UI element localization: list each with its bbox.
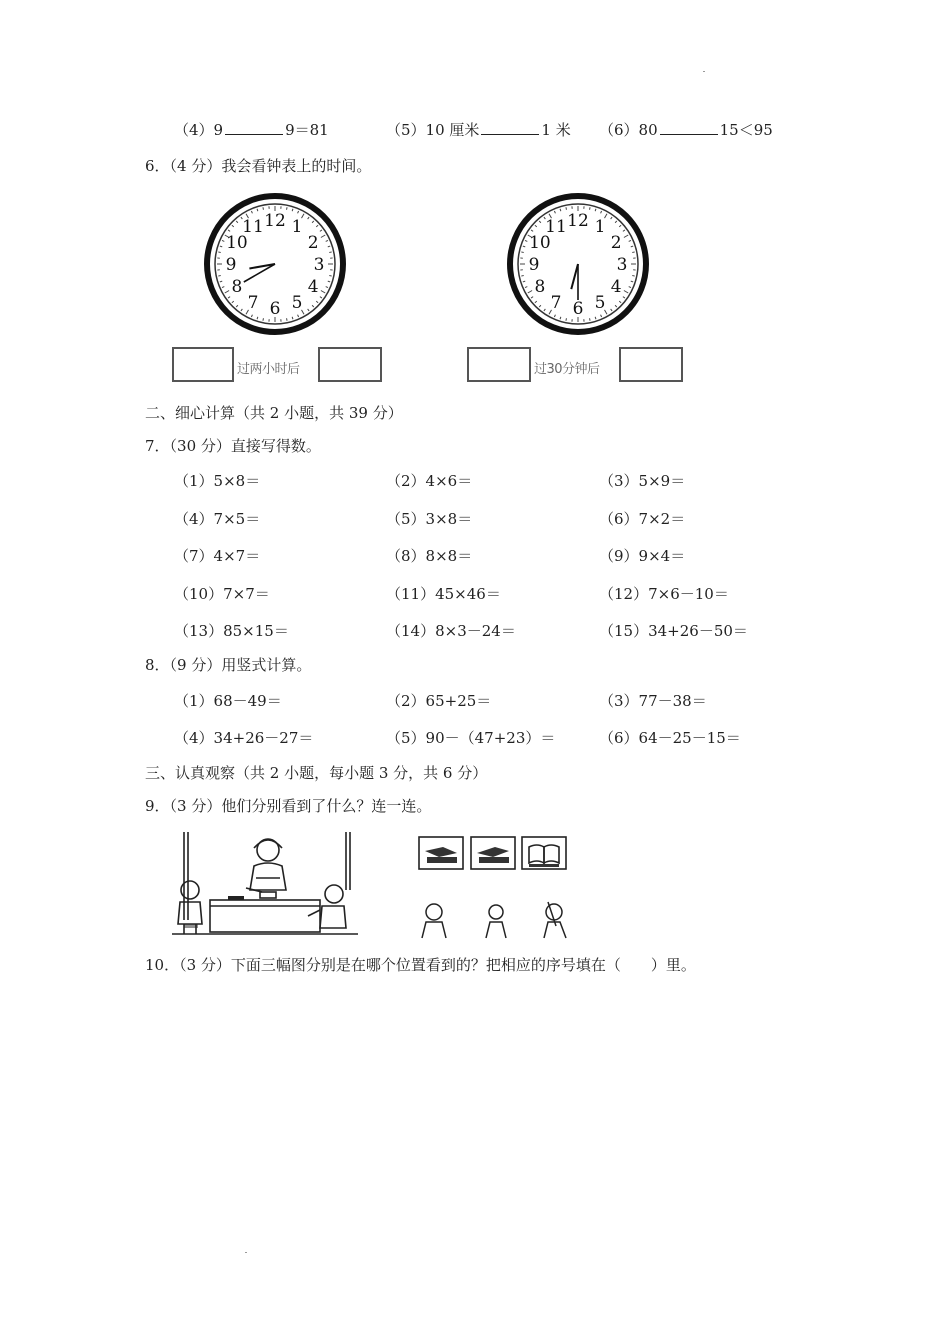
question-7-title: 7．（30 分）直接写得数。 xyxy=(145,437,321,455)
clock-tick xyxy=(287,207,288,209)
clock-number: 9 xyxy=(225,255,237,275)
question-6-title: 6．（4 分）我会看钟表上的时间。 xyxy=(145,157,372,175)
clock-number: 8 xyxy=(231,277,243,297)
calc-item: （8）8×8＝ xyxy=(386,547,473,565)
clock-number: 11 xyxy=(545,216,567,237)
clock-tick xyxy=(521,252,523,253)
clock-number: 5 xyxy=(594,293,606,314)
clock-tick xyxy=(590,207,591,209)
clock-number: 12 xyxy=(567,211,589,231)
q7-row-1 xyxy=(174,470,814,492)
answer-box-clock2-after[interactable] xyxy=(619,347,683,382)
answer-box-clock2-before[interactable] xyxy=(467,347,531,382)
calc-item: （4）7×5＝ xyxy=(174,510,261,528)
kids-figures xyxy=(414,900,574,940)
view-pictures xyxy=(417,835,569,873)
calc-item: （2）4×6＝ xyxy=(386,472,473,490)
clock-tick xyxy=(329,252,331,253)
clock-number: 2 xyxy=(610,233,622,253)
fill-item-5: （5）10 厘米 1 米 xyxy=(386,121,571,139)
calc-item: （2）65+25＝ xyxy=(386,692,492,710)
fill-item-4: （4）9 9＝81 xyxy=(174,121,329,139)
clock-tick xyxy=(632,276,634,277)
classroom-illustration xyxy=(170,828,362,938)
calc-item: （13）85×15＝ xyxy=(174,622,289,640)
calc-item: （6）7×2＝ xyxy=(599,510,686,528)
section-2-heading: 二、细心计算（共 2 小题，共 39 分） xyxy=(145,404,403,422)
clock-tick xyxy=(590,318,591,320)
calc-item: （10）7×7＝ xyxy=(174,585,270,603)
scan-speck xyxy=(703,71,705,72)
clock-tick xyxy=(218,252,220,253)
calc-item: （9）9×4＝ xyxy=(599,547,686,565)
q7-row-5 xyxy=(174,620,814,642)
clock-number: 1 xyxy=(594,216,606,237)
calc-item: （12）7×6－10＝ xyxy=(599,585,729,603)
calc-item: （6）64－25－15＝ xyxy=(599,729,741,747)
calc-item: （1）68－49＝ xyxy=(174,692,282,710)
clock-number: 3 xyxy=(616,255,628,275)
calc-item: （11）45×46＝ xyxy=(386,585,501,603)
q7-row-3 xyxy=(174,545,814,567)
q7-row-2 xyxy=(174,508,814,530)
section-3-heading: 三、认真观察（共 2 小题，每小题 3 分，共 6 分） xyxy=(145,764,488,782)
clock-tick xyxy=(218,276,220,277)
clock-number: 4 xyxy=(610,277,622,297)
calc-item: （3）5×9＝ xyxy=(599,472,686,490)
clock-number: 10 xyxy=(226,233,248,253)
clock-number: 8 xyxy=(534,277,546,297)
fill-item-6: （6）80 15＜95 xyxy=(599,121,773,139)
calc-item: （3）77－38＝ xyxy=(599,692,707,710)
q8-row-2 xyxy=(174,727,814,749)
calc-item: （7）4×7＝ xyxy=(174,547,261,565)
clock-tick xyxy=(263,207,264,209)
q8-row-1 xyxy=(174,690,814,712)
clock-number: 7 xyxy=(550,293,562,314)
question-10-title: 10．（3 分）下面三幅图分别是在哪个位置看到的？把相应的序号填在（ ）里。 xyxy=(145,956,696,974)
clock-number: 2 xyxy=(307,233,319,253)
clock-face-2 xyxy=(506,192,650,336)
clock-number: 10 xyxy=(529,233,551,253)
calc-item: （5）3×8＝ xyxy=(386,510,473,528)
clock-number: 9 xyxy=(528,255,540,275)
clock1-hint: 过两小时后 xyxy=(237,362,300,377)
clock-number: 6 xyxy=(269,299,281,319)
calc-item: （4）34+26－27＝ xyxy=(174,729,314,747)
question-8-title: 8．（9 分）用竖式计算。 xyxy=(145,656,312,674)
calc-item: （1）5×8＝ xyxy=(174,472,261,490)
clock-tick xyxy=(521,276,523,277)
q7-row-4 xyxy=(174,583,814,605)
answer-blank[interactable] xyxy=(481,120,539,135)
clock-number: 12 xyxy=(264,211,286,231)
clock-number: 4 xyxy=(307,277,319,297)
clock-number: 5 xyxy=(291,293,303,314)
question-9-title: 9．（3 分）他们分别看到了什么？连一连。 xyxy=(145,797,432,815)
clock-number: 11 xyxy=(242,216,264,237)
clock-tick xyxy=(287,318,288,320)
clock-number: 1 xyxy=(291,216,303,237)
scan-speck xyxy=(245,1252,247,1253)
clock-number: 3 xyxy=(313,255,325,275)
calc-item: （15）34+26－50＝ xyxy=(599,622,748,640)
calc-item: （14）8×3－24＝ xyxy=(386,622,516,640)
answer-box-clock1-before[interactable] xyxy=(172,347,234,382)
answer-blank[interactable] xyxy=(225,120,283,135)
answer-blank[interactable] xyxy=(660,120,718,135)
calc-item: （5）90－（47+23）＝ xyxy=(386,729,556,747)
clock-number: 7 xyxy=(247,293,259,314)
clock-tick xyxy=(566,207,567,209)
clock2-hint: 过30分钟后 xyxy=(534,362,600,377)
answer-box-clock1-after[interactable] xyxy=(318,347,382,382)
clock-face-1 xyxy=(203,192,347,336)
clock-tick xyxy=(329,276,331,277)
clock-number: 6 xyxy=(572,299,584,319)
clock-tick xyxy=(263,318,264,320)
clock-tick xyxy=(566,318,567,320)
clock-tick xyxy=(632,252,634,253)
